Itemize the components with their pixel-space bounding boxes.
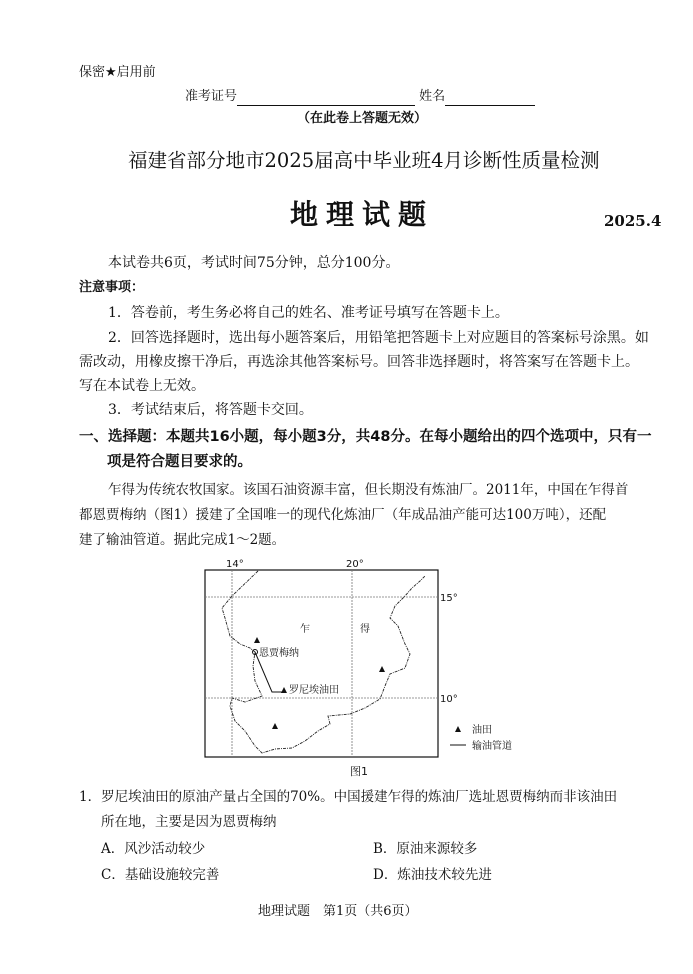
- option-d[interactable]: D．炼油技术较先进: [373, 867, 492, 883]
- question-1-stem-cont: 所在地，主要是因为恩贾梅纳: [101, 814, 277, 830]
- lon-label: 20°: [346, 559, 364, 570]
- passage-line: 都恩贾梅纳（图1）援建了全国唯一的现代化炼油厂（年成品油产能可达100万吨），还配: [79, 507, 607, 523]
- oilfield-label: 罗尼埃油田: [289, 685, 339, 696]
- lat-label: 10°: [440, 694, 458, 705]
- option-c[interactable]: C．基础设施较完善: [101, 867, 220, 883]
- map-part: [272, 723, 278, 729]
- section-heading: 一、选择题：本题共16小题，每小题3分，共48分。在每小题给出的四个选项中，只有一: [79, 429, 652, 445]
- country-label: 乍: [300, 624, 310, 635]
- note-item: 3．考试结束后，将答题卡交回。: [108, 402, 313, 418]
- intro-text: 本试卷共6页，考试时间75分钟，总分100分。: [108, 255, 400, 271]
- exam-id-label: 准考证号: [185, 89, 238, 104]
- notes-heading: 注意事项：: [79, 280, 145, 295]
- map-part: [254, 637, 260, 643]
- invalid-note: （在此卷上答题无效）: [297, 111, 428, 126]
- name-label: 姓名: [419, 89, 446, 104]
- country-label: 得: [360, 624, 370, 635]
- note-item: 2．回答选择题时，选出每小题答案后，用铅笔把答题卡上对应题目的答案标号涂黑。如: [108, 330, 649, 346]
- note-item: 需改动，用橡皮擦干净后，再选涂其他答案标号。回答非选择题时，将答案写在答题卡上。: [79, 354, 639, 370]
- figure-caption: 图1: [350, 765, 368, 778]
- exam-subtitle: 福建省部分地市2025届高中毕业班4月诊断性质量检测: [128, 149, 600, 172]
- legend-pipeline: 输油管道: [472, 741, 512, 752]
- option-b[interactable]: B．原油来源较多: [373, 841, 478, 857]
- option-a[interactable]: A．风沙活动较少: [101, 841, 206, 857]
- legend-oilfield: 油田: [472, 725, 492, 736]
- exam-date: 2025.4: [604, 212, 662, 230]
- lon-label: 14°: [226, 559, 244, 570]
- passage-line: 建了输油管道。据此完成1～2题。: [79, 532, 286, 548]
- passage-line: 乍得为传统农牧国家。该国石油资源丰富，但长期没有炼油厂。2011年，中国在乍得首: [108, 482, 629, 498]
- lat-label: 15°: [440, 593, 458, 604]
- name-field[interactable]: [445, 91, 535, 106]
- country-border: [222, 571, 425, 753]
- legend-oilfield-icon: [455, 726, 461, 732]
- exam-id-field[interactable]: [237, 91, 415, 106]
- page-footer: 地理试题 第1页（共6页）: [258, 904, 418, 919]
- note-item: 写在本试卷上无效。: [79, 378, 205, 394]
- section-heading-cont: 项是符合题目要求的。: [107, 454, 252, 470]
- exam-id-row: [185, 88, 535, 106]
- confidential-label: 保密★启用前: [79, 65, 156, 80]
- map-part: [379, 666, 385, 672]
- city-label: 恩贾梅纳: [259, 648, 299, 659]
- question-1-stem: 1．罗尼埃油田的原油产量占全国的70%。中国援建乍得的炼油厂选址恩贾梅纳而非该油田: [79, 789, 618, 805]
- figure-1-map: [200, 556, 540, 786]
- map-part: [281, 687, 287, 693]
- note-item: 1．答卷前，考生务必将自己的姓名、准考证号填写在答题卡上。: [108, 305, 509, 321]
- page-title: 地理试题: [290, 198, 435, 231]
